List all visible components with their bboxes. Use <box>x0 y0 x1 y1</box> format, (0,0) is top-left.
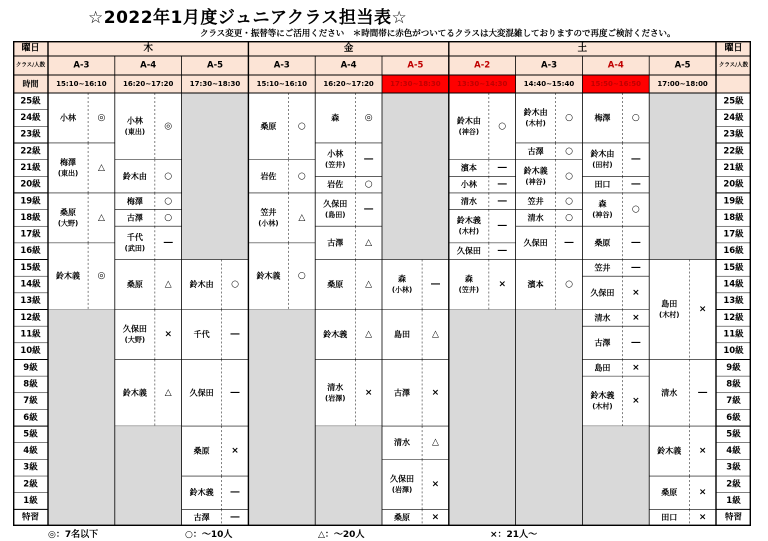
weekday-label: 土 <box>577 43 588 54</box>
capacity-mark: × <box>698 304 707 315</box>
class-time-label: 17:30~18:30 <box>390 80 441 88</box>
sub-coach-name: (神谷) <box>458 127 480 136</box>
coach-name: 清水 <box>394 438 411 448</box>
class-time-label: 16:20~17:20 <box>122 80 174 88</box>
capacity-mark: ― <box>163 237 173 248</box>
page-title: ☆2022年1月度ジュニアクラス担当表☆ <box>88 8 408 28</box>
sub-coach-name: (小林) <box>258 219 279 228</box>
class-level-label: A-5 <box>407 60 424 71</box>
unavailable-block <box>48 310 115 527</box>
level-label: 16級 <box>723 246 744 257</box>
coach-name: 清水 <box>661 388 678 398</box>
unavailable-block <box>382 93 449 260</box>
capacity-mark: ○ <box>565 212 573 223</box>
coach-name: 久保田 <box>390 474 415 484</box>
coach-name: 久保田 <box>456 246 481 256</box>
coach-name: 岩佐 <box>260 171 277 181</box>
coach-name: 鈴木義 <box>523 166 548 176</box>
legend-circle: ○：～10人 <box>185 530 233 540</box>
level-label: 11級 <box>20 329 41 340</box>
level-label: 23級 <box>723 129 744 140</box>
unavailable-block <box>649 93 716 260</box>
schedule-table <box>13 41 751 526</box>
coach-name: 清水 <box>327 382 344 392</box>
capacity-mark: ○ <box>631 204 640 215</box>
coach-name: 桑原 <box>327 280 344 290</box>
coach-name: 笠井 <box>527 196 544 206</box>
capacity-mark: ○ <box>565 171 573 182</box>
capacity-mark: × <box>364 387 373 398</box>
level-label: 特習 <box>724 512 743 523</box>
coach-name: 古澤 <box>126 213 143 223</box>
level-label: 23級 <box>20 129 41 140</box>
capacity-mark: △ <box>431 329 439 340</box>
level-label: 5級 <box>726 429 741 440</box>
coach-name: 古澤 <box>327 238 344 248</box>
level-label: 14級 <box>723 279 744 290</box>
level-label: 12級 <box>723 312 744 323</box>
level-label: 17級 <box>20 229 41 240</box>
legend-cross: ×：21人～ <box>490 530 538 540</box>
coach-name: 桑原 <box>193 446 210 456</box>
coach-name: 鈴木由 <box>122 171 147 181</box>
level-label: 15級 <box>20 262 41 273</box>
coach-name: 岩佐 <box>327 180 344 190</box>
coach-name: 田口 <box>594 180 611 190</box>
capacity-mark: ○ <box>631 112 640 123</box>
unavailable-block <box>115 426 182 526</box>
capacity-mark: ― <box>631 237 641 248</box>
coach-name: 古澤 <box>193 513 210 523</box>
capacity-mark: ◎ <box>97 112 106 123</box>
capacity-mark: ○ <box>297 271 306 282</box>
sub-coach-name: (島田) <box>325 211 346 220</box>
class-time-label: 14:40~15:40 <box>523 80 575 88</box>
coach-name: 鈴木義 <box>657 446 682 456</box>
capacity-mark: ○ <box>231 279 239 290</box>
coach-name: 鈴木義 <box>590 391 615 401</box>
level-label: 2級 <box>726 479 741 490</box>
class-time-label: 17:00~18:00 <box>657 80 708 88</box>
capacity-mark: ― <box>230 387 240 398</box>
sub-coach-name: (東出) <box>124 127 146 136</box>
level-label: 18級 <box>723 212 744 223</box>
unavailable-block <box>248 310 315 527</box>
coach-name: 久保田 <box>323 199 348 209</box>
coach-name: 鈴木由 <box>189 280 214 290</box>
coach-name: 島田 <box>661 299 678 309</box>
coach-name: 田口 <box>661 513 678 523</box>
class-level-label: A-4 <box>340 60 357 71</box>
capacity-mark: ○ <box>565 196 573 207</box>
coach-name: 千代 <box>193 329 210 339</box>
coach-name: 桑原 <box>260 121 277 131</box>
capacity-mark: ◎ <box>97 271 106 282</box>
capacity-mark: × <box>431 512 440 523</box>
weekday-label: 金 <box>343 43 354 54</box>
unavailable-block <box>182 93 249 260</box>
level-label: 19級 <box>723 196 744 207</box>
class-level-label: A-3 <box>73 60 90 71</box>
coach-name: 桑原 <box>394 513 411 523</box>
level-label: 22級 <box>20 146 41 157</box>
coach-name: 久保田 <box>523 238 548 248</box>
coach-name: 古澤 <box>527 146 544 156</box>
level-label: 15級 <box>723 262 744 273</box>
capacity-mark: ― <box>497 246 507 257</box>
level-label: 10級 <box>723 346 744 357</box>
class-level-label: A-5 <box>206 60 224 71</box>
coach-name: 鈴木由 <box>523 107 548 117</box>
coach-name: 古澤 <box>394 388 411 398</box>
capacity-mark: ― <box>564 237 574 248</box>
weekday-header-label: 曜日 <box>724 43 743 54</box>
level-label: 4級 <box>23 446 38 457</box>
class-level-label: A-2 <box>474 60 491 71</box>
capacity-mark: △ <box>97 212 105 223</box>
level-label: 12級 <box>20 312 41 323</box>
level-label: 17級 <box>723 229 744 240</box>
sub-coach-name: (笠井) <box>325 161 346 170</box>
class-time-label: 15:10~16:10 <box>56 80 107 88</box>
usage-note: クラス変更・振替等にご活用ください ＊時間帯に赤色がついてるクラスは大変混雑しておりますので再度ご検討ください。 <box>200 29 676 39</box>
capacity-mark: ― <box>364 154 374 165</box>
capacity-mark: ― <box>631 179 641 190</box>
coach-name: 濱本 <box>460 163 477 173</box>
sub-coach-name: (木村) <box>525 119 546 128</box>
capacity-mark: × <box>632 287 640 298</box>
level-label: 1級 <box>726 496 741 507</box>
capacity-mark: ○ <box>297 121 306 132</box>
coach-name: 鈴木義 <box>122 388 147 398</box>
capacity-mark: ― <box>631 262 641 273</box>
class-level-label: A-3 <box>273 60 290 71</box>
capacity-mark: × <box>698 487 707 498</box>
sub-coach-name: (木村) <box>592 402 613 411</box>
coach-name: 鈴木由 <box>590 149 615 159</box>
capacity-mark: ― <box>430 279 440 290</box>
level-label: 24級 <box>723 112 744 123</box>
unavailable-block <box>449 310 516 527</box>
coach-name: 森 <box>598 199 607 209</box>
capacity-mark: ○ <box>164 196 173 207</box>
sub-coach-name: (木村) <box>458 227 480 236</box>
coach-name: 梅澤 <box>60 157 77 167</box>
level-label: 10級 <box>20 346 41 357</box>
capacity-mark: ― <box>497 179 507 190</box>
level-label: 特習 <box>21 512 40 523</box>
level-label: 25級 <box>723 96 744 107</box>
coach-name: 森 <box>331 113 340 123</box>
level-label: 7級 <box>726 396 741 407</box>
class-time-label: 15:10~16:10 <box>256 80 308 88</box>
capacity-mark: △ <box>164 387 172 398</box>
legend-double-circle: ◎：7名以下 <box>48 530 99 540</box>
level-label: 3級 <box>23 462 38 473</box>
coach-name: 清水 <box>594 313 611 323</box>
capacity-mark: ― <box>631 154 641 165</box>
level-label: 13級 <box>20 296 41 307</box>
class-count-header-label: クラス/人数 <box>15 62 46 69</box>
coach-name: 鈴木由 <box>456 116 481 126</box>
level-label: 1級 <box>23 496 38 507</box>
capacity-mark: ― <box>230 487 240 498</box>
coach-name: 鈴木義 <box>323 329 348 339</box>
coach-name: 千代 <box>126 232 143 242</box>
coach-name: 笠井 <box>594 263 611 273</box>
level-label: 13級 <box>723 296 744 307</box>
capacity-mark: ○ <box>565 279 573 290</box>
sub-coach-name: (神谷) <box>525 177 546 186</box>
level-label: 20級 <box>20 179 41 190</box>
coach-name: 久保田 <box>122 324 147 334</box>
coach-name: 小林 <box>460 180 477 190</box>
coach-name: 鈴木義 <box>56 271 81 281</box>
level-label: 19級 <box>20 196 41 207</box>
coach-name: 桑原 <box>126 280 143 290</box>
coach-name: 清水 <box>460 196 477 206</box>
capacity-mark: × <box>632 312 640 323</box>
coach-name: 久保田 <box>189 388 214 398</box>
class-level-label: A-4 <box>140 60 157 71</box>
class-level-label: A-3 <box>540 60 558 71</box>
coach-name: 小林 <box>126 116 143 126</box>
sub-coach-name: (大野) <box>57 219 79 228</box>
capacity-mark: × <box>632 362 640 373</box>
unavailable-block <box>315 426 382 526</box>
level-label: 8級 <box>726 379 741 390</box>
capacity-mark: ○ <box>164 171 173 182</box>
class-level-label: A-5 <box>674 60 691 71</box>
capacity-mark: ◎ <box>364 112 373 123</box>
sub-coach-name: (田村) <box>592 161 613 170</box>
level-label: 5級 <box>23 429 38 440</box>
coach-name: 鈴木義 <box>189 488 214 498</box>
level-label: 6級 <box>726 412 741 423</box>
level-label: 25級 <box>20 96 41 107</box>
capacity-mark: △ <box>365 279 373 290</box>
capacity-mark: × <box>498 279 507 290</box>
coach-name: 鈴木義 <box>256 271 281 281</box>
capacity-mark: △ <box>431 437 439 448</box>
class-count-header-label: クラス/人数 <box>718 62 749 69</box>
level-label: 21級 <box>723 162 744 173</box>
sub-coach-name: (木村) <box>659 311 680 319</box>
capacity-mark: ○ <box>565 146 573 157</box>
level-label: 20級 <box>723 179 744 190</box>
coach-name: 島田 <box>594 363 611 373</box>
capacity-mark: ○ <box>164 212 173 223</box>
capacity-mark: × <box>431 387 440 398</box>
capacity-mark: △ <box>365 329 373 340</box>
coach-name: 小林 <box>327 149 344 159</box>
capacity-mark: ― <box>230 329 240 340</box>
capacity-mark: ○ <box>565 112 573 123</box>
coach-name: 桑原 <box>594 238 611 248</box>
coach-name: 梅澤 <box>594 113 611 123</box>
level-label: 4級 <box>726 446 741 457</box>
capacity-mark: △ <box>97 162 105 173</box>
coach-name: 濱本 <box>527 280 544 290</box>
level-label: 11級 <box>723 329 744 340</box>
capacity-mark: ― <box>497 162 507 173</box>
capacity-mark: × <box>231 446 239 457</box>
level-label: 24級 <box>20 112 41 123</box>
coach-name: 森 <box>398 274 407 284</box>
sub-coach-name: (大野) <box>124 335 146 344</box>
capacity-mark: ○ <box>364 179 373 190</box>
sub-coach-name: (神谷) <box>592 211 613 220</box>
level-label: 22級 <box>723 146 744 157</box>
coach-name: 鈴木義 <box>456 216 481 226</box>
level-label: 16級 <box>20 246 41 257</box>
capacity-mark: ○ <box>498 121 507 132</box>
capacity-mark: ― <box>497 221 507 232</box>
class-time-label: 15:50~16:50 <box>590 80 642 88</box>
level-label: 3級 <box>726 462 741 473</box>
class-time-label: 16:20~17:20 <box>323 80 374 88</box>
capacity-mark: × <box>698 512 707 523</box>
class-time-label: 17:30~18:30 <box>189 80 241 88</box>
level-label: 6級 <box>23 412 38 423</box>
class-time-label: 13:30~14:30 <box>456 80 508 88</box>
coach-name: 清水 <box>527 213 544 223</box>
capacity-mark: ○ <box>297 171 306 182</box>
capacity-mark: ― <box>631 337 641 348</box>
coach-name: 久保田 <box>590 288 615 298</box>
legend-triangle: △：～20人 <box>318 530 365 540</box>
capacity-mark: ― <box>698 387 708 398</box>
coach-name: 森 <box>464 274 473 284</box>
sub-coach-name: (武田) <box>124 244 146 253</box>
sub-coach-name: (東出) <box>57 169 79 178</box>
coach-name: 梅澤 <box>126 196 143 206</box>
level-label: 18級 <box>20 212 41 223</box>
capacity-mark: △ <box>164 279 172 290</box>
capacity-mark: × <box>698 446 707 457</box>
weekday-label: 木 <box>143 43 153 54</box>
level-label: 9級 <box>726 362 741 373</box>
capacity-mark: ― <box>230 512 240 523</box>
coach-name: 桑原 <box>60 207 77 217</box>
unavailable-block <box>582 426 649 526</box>
coach-name: 笠井 <box>260 207 277 217</box>
capacity-mark: △ <box>298 212 306 223</box>
capacity-mark: ― <box>364 204 374 215</box>
coach-name: 島田 <box>394 329 411 339</box>
unavailable-block <box>516 310 583 527</box>
capacity-mark: × <box>431 479 440 490</box>
weekday-header-label: 曜日 <box>21 43 40 54</box>
sub-coach-name: (岩澤) <box>325 394 346 403</box>
sub-coach-name: (笠井) <box>458 286 480 295</box>
level-label: 7級 <box>23 396 38 407</box>
level-label: 8級 <box>23 379 38 390</box>
level-label: 2級 <box>23 479 38 490</box>
coach-name: 小林 <box>60 113 77 123</box>
coach-name: 桑原 <box>661 488 678 498</box>
level-label: 9級 <box>23 362 38 373</box>
capacity-mark: × <box>164 329 173 340</box>
capacity-mark: ― <box>497 196 507 207</box>
time-header-label: 時間 <box>22 79 39 89</box>
sub-coach-name: (岩澤) <box>391 485 413 494</box>
level-label: 14級 <box>20 279 41 290</box>
sub-coach-name: (小林) <box>391 286 413 295</box>
capacity-mark: ◎ <box>164 121 173 132</box>
coach-name: 古澤 <box>594 338 611 348</box>
level-label: 21級 <box>20 162 41 173</box>
capacity-mark: × <box>632 396 640 407</box>
class-level-label: A-4 <box>607 60 624 71</box>
legend <box>0 526 768 541</box>
capacity-mark: △ <box>365 237 373 248</box>
